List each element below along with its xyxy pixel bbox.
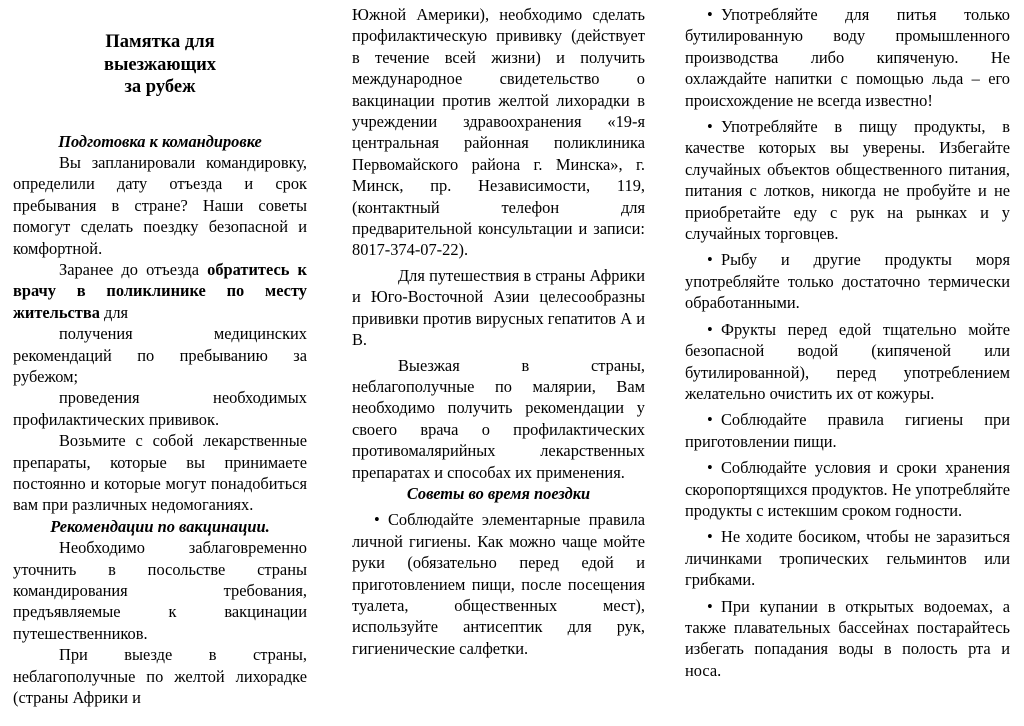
paragraph: При выезде в страны, неблагополучные по желтой лихорадке (страны Африки и [13,645,307,708]
bullet-item [685,457,1010,521]
bullet-icon: • [707,117,713,137]
paragraph: Выезжая в страны, неблагополучные по малярии, Вам необходимо получить рекомендации у своего врача о профилактических противомалярийных лекарственных препаратах и способах их применения. [352,355,645,482]
text-span: для [99,302,129,322]
column-right [685,4,1010,681]
bullet-icon: • [707,527,713,547]
bullet-item [685,409,1010,452]
bullet-item [685,319,1010,405]
bullet-item [685,526,1010,590]
bullet-text: Употребляйте в пищу продукты, в качестве которых вы уверены. Избегайте случайных объектов общественного питания, питания с лотков, никогда не пробуйте и не приобретайте еду с рук на рынках и у случайных торговцев. [685,117,1010,244]
section-heading-trip: Советы во время поездки [406,483,591,503]
paragraph: проведения необходимых профилактических прививок. [13,388,307,429]
title-line: выезжающих [103,54,217,75]
paragraph: Южной Америки), необходимо сделать профилактическую прививку (действует в течение всей жизни) и получить международное свидетельство о вакцинации против желтой лихорадки в учреждении здравоохранения «19-я центральная районная поликлиника Первомайского района г. Минска», г. Минск, пр. Независимости, 119, (контактный телефон для предварительной консультации и записи: 8017-374-07-22). [352,5,645,260]
bullet-item [685,4,1010,111]
bullet-text: При купании в открытых водоемах, а также плавательных бассейнах постарайтесь избегать попадания воды в полость рта и носа. [685,596,1010,680]
bullet-text: Соблюдайте условия и сроки хранения скоропортящихся продуктов. Не употребляйте продукты с истекшим сроком годности. [685,458,1010,520]
paragraph: получения медицинских рекомендаций по пребыванию за рубежом; [13,324,307,386]
bullet-icon: • [707,319,713,339]
bullet-icon: • [374,510,380,530]
bullet-item [685,596,1010,682]
text-span: Заранее до отъезда [59,259,208,279]
bullet-icon: • [707,458,713,478]
bold-text: обратитесь к врачу в поликлинике по месту жительства [13,259,307,322]
page-title [13,31,307,99]
paragraph: Возьмите с собой лекарственные препараты, которые вы принимаете постоянно и которые могут понадобиться вам при различных недомоганиях. [13,431,307,515]
title-line: за рубеж [124,77,196,97]
bullet-icon: • [707,5,713,24]
section-heading-vaccination: Рекомендации по вакцинации. [50,516,270,536]
column-left [13,0,307,708]
bullet-item [685,249,1010,313]
bullet-icon: • [707,410,713,430]
bullet-icon: • [707,596,713,616]
bullet-text: Фрукты перед едой тщательно мойте безопасной водой (кипяченой или бутилированной), перед употреблением желательно очистить их от кожуры. [685,319,1010,403]
bullet-text: Рыбу и другие продукты моря употребляйте только достаточно термически обработанными. [685,250,1010,313]
bullet-text: Употребляйте для питья только бутилированную воду промышленного производства либо кипяченую. Не охлаждайте напитки с помощью льда – его происхождение не всегда известно! [685,5,1010,110]
bullet-item [352,509,645,659]
column-middle [352,4,645,659]
paragraph: Для путешествия в страны Африки и Юго-Восточной Азии целесообразны прививки против вирусных гепатитов А и В. [352,265,645,350]
paragraph: Вы запланировали командировку, определили дату отъезда и срок пребывания в стране? Наши советы помогут сделать поездку безопасной и комфортной. [13,152,307,258]
paragraph: Необходимо заблаговременно уточнить в посольстве страны командирования требования, предъявляемые к вакцинации путешественников. [13,538,307,643]
bullet-text: Соблюдайте элементарные правила личной гигиены. Как можно чаще мойте руки (обязательно перед едой и приготовлением пищи, после посещения туалета, общественных мест), используйте антисептик для рук, гигиенические салфетки. [352,510,645,658]
paragraph-doctor [13,259,307,323]
bullet-item [685,116,1010,244]
section-heading-preparation: Подготовка к командировке [58,131,262,151]
bullet-icon: • [707,250,713,270]
title-line: Памятка для [105,32,215,52]
bullet-text: Соблюдайте правила гигиены при приготовлении пищи. [685,410,1010,451]
bullet-text: Не ходите босиком, чтобы не заразиться личинками тропических гельминтов или грибками. [685,527,1010,590]
